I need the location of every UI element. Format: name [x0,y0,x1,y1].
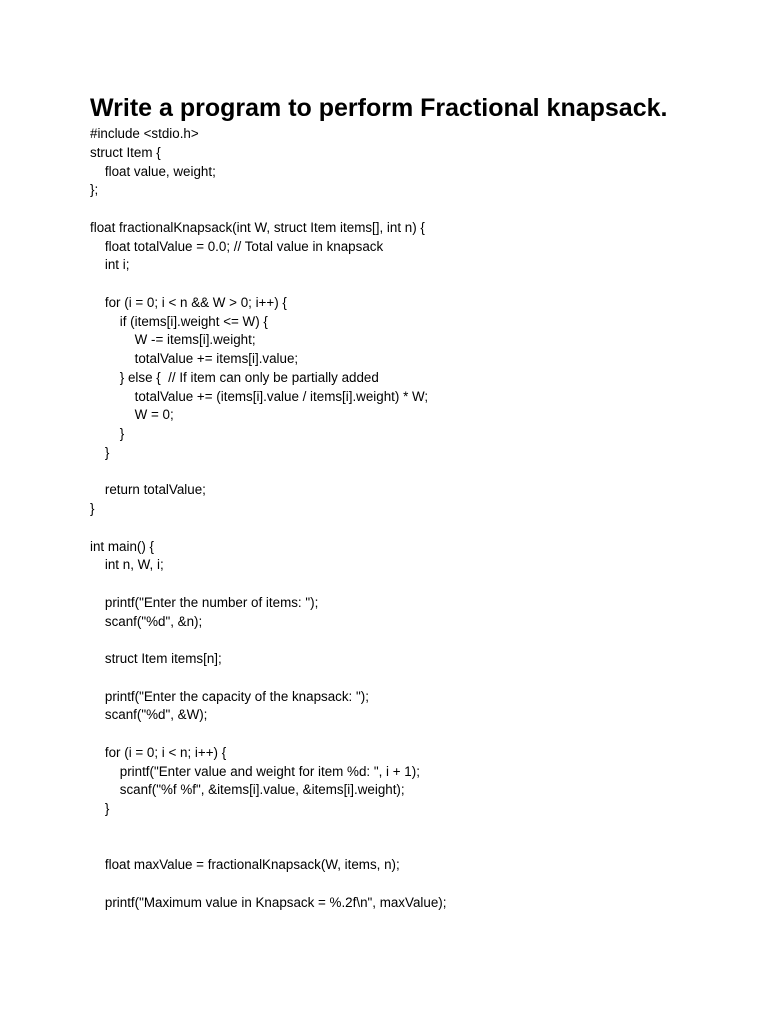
code-line: } [90,426,125,441]
code-line: float fractionalKnapsack(int W, struct Item items[], int n) { [90,219,425,235]
code-line: int main() { [90,538,154,554]
code-line: } else { // If item can only be partially added [90,369,379,385]
code-line: } [90,801,110,816]
code-line [90,631,446,650]
code-line: scanf("%f %f", &items[i].value, &items[i].weight); [90,782,405,798]
code-line: for (i = 0; i < n; i++) { [90,744,227,760]
code-line [90,725,446,744]
code-line: }; [90,182,99,198]
code-line: struct Item items[n]; [90,651,222,666]
code-line: float totalValue = 0.0; // Total value in knapsack [90,238,384,254]
code-line [90,838,446,857]
code-line: printf("Enter value and weight for item %d: ", i + 1); [90,763,420,779]
code-line: float value, weight; [90,163,216,179]
code-line [90,200,446,219]
code-line: scanf("%d", &n); [90,613,203,629]
code-line: if (items[i].weight <= W) { [90,313,268,329]
code-line: int n, W, i; [90,557,164,573]
code-line: totalValue += items[i].value; [90,351,299,366]
code-line [90,575,446,594]
code-line: printf("Enter the capacity of the knapsack: "); [90,688,369,704]
code-line: #include <stdio.h> [90,126,199,141]
code-line [90,519,446,538]
code-line: int i; [90,257,130,273]
code-line [90,669,446,688]
code-line [90,275,446,294]
code-line: } [90,444,110,460]
code-line [90,463,446,482]
code-line: printf("Maximum value in Knapsack = %.2f\n", maxValue); [90,894,447,910]
code-line [90,819,446,838]
code-line: scanf("%d", &W); [90,707,208,723]
code-line [90,875,446,894]
code-line: struct Item { [90,144,161,160]
code-line: for (i = 0; i < n && W > 0; i++) { [90,294,287,310]
code-line: printf("Enter the number of items: "); [90,594,319,610]
code-block [90,125,446,913]
code-line: return totalValue; [90,482,206,498]
code-line: } [90,501,95,516]
code-line: totalValue += (items[i].value / items[i].weight) * W; [90,388,429,404]
document-title: Write a program to perform Fractional knapsack. [90,94,668,122]
code-line: W = 0; [90,407,174,423]
code-line: W -= items[i].weight; [90,332,256,348]
code-line: float maxValue = fractionalKnapsack(W, items, n); [90,857,400,873]
